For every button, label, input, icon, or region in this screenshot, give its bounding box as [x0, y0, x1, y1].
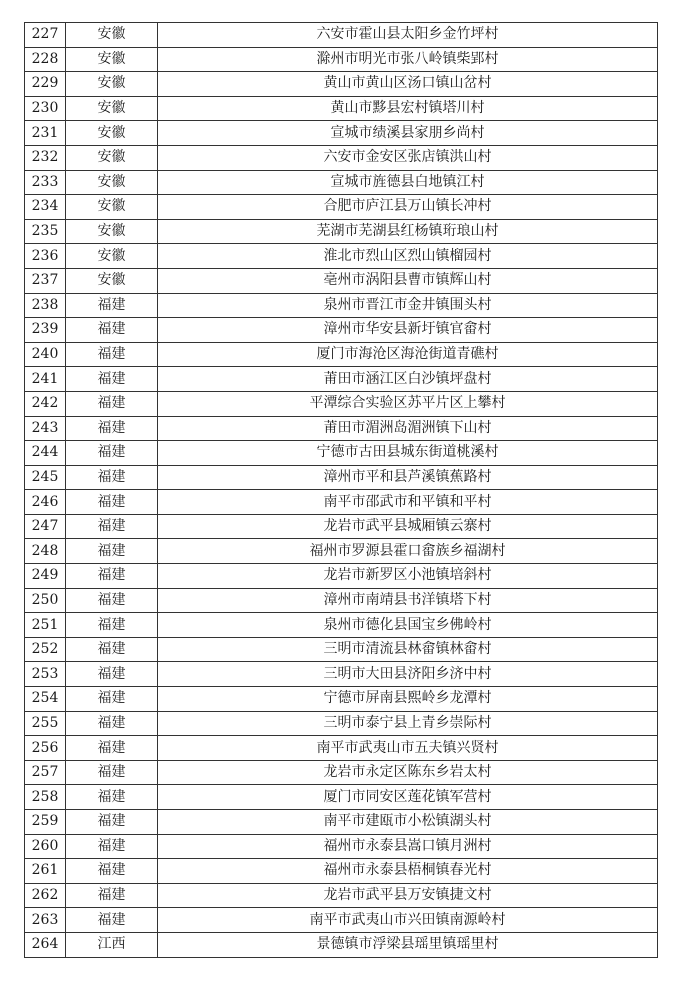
province-cell: 福建 [66, 564, 158, 589]
row-number-cell: 253 [25, 662, 66, 687]
province-cell: 福建 [66, 416, 158, 441]
row-number-cell: 249 [25, 564, 66, 589]
table-row [25, 908, 658, 933]
province-cell: 福建 [66, 637, 158, 662]
table-row [25, 736, 658, 761]
province-cell: 福建 [66, 810, 158, 835]
province-cell: 福建 [66, 490, 158, 515]
province-cell: 安徽 [66, 72, 158, 97]
village-name-cell: 泉州市晋江市金井镇围头村 [158, 293, 658, 318]
village-name-cell: 黄山市黟县宏村镇塔川村 [158, 96, 658, 121]
row-number-cell: 239 [25, 318, 66, 343]
row-number-cell: 246 [25, 490, 66, 515]
village-name-cell: 南平市邵武市和平镇和平村 [158, 490, 658, 515]
village-name-cell: 龙岩市武平县城厢镇云寨村 [158, 514, 658, 539]
table-row [25, 170, 658, 195]
village-name-cell: 黄山市黄山区汤口镇山岔村 [158, 72, 658, 97]
village-name-cell: 莆田市湄洲岛湄洲镇下山村 [158, 416, 658, 441]
table-row [25, 47, 658, 72]
village-name-cell: 厦门市同安区莲花镇军营村 [158, 785, 658, 810]
village-name-cell: 合肥市庐江县万山镇长冲村 [158, 195, 658, 220]
village-name-cell: 龙岩市新罗区小池镇培斜村 [158, 564, 658, 589]
table-row [25, 23, 658, 48]
row-number-cell: 233 [25, 170, 66, 195]
table-row [25, 416, 658, 441]
table-row [25, 564, 658, 589]
village-name-cell: 淮北市烈山区烈山镇榴园村 [158, 244, 658, 269]
village-name-cell: 南平市建瓯市小松镇湖头村 [158, 810, 658, 835]
row-number-cell: 263 [25, 908, 66, 933]
table-row [25, 883, 658, 908]
province-cell: 安徽 [66, 195, 158, 220]
row-number-cell: 245 [25, 465, 66, 490]
table-row [25, 342, 658, 367]
province-cell: 安徽 [66, 145, 158, 170]
village-name-cell: 六安市霍山县太阳乡金竹坪村 [158, 23, 658, 48]
province-cell: 安徽 [66, 96, 158, 121]
table-row [25, 514, 658, 539]
table-row [25, 613, 658, 638]
province-cell: 福建 [66, 441, 158, 466]
row-number-cell: 236 [25, 244, 66, 269]
row-number-cell: 231 [25, 121, 66, 146]
village-name-cell: 亳州市涡阳县曹市镇辉山村 [158, 268, 658, 293]
province-cell: 江西 [66, 932, 158, 957]
province-cell: 福建 [66, 908, 158, 933]
village-name-cell: 龙岩市武平县万安镇捷文村 [158, 883, 658, 908]
province-cell: 福建 [66, 293, 158, 318]
table-row [25, 760, 658, 785]
village-name-cell: 泉州市德化县国宝乡佛岭村 [158, 613, 658, 638]
village-name-cell: 三明市泰宁县上青乡崇际村 [158, 711, 658, 736]
village-name-cell: 景德镇市浮梁县瑶里镇瑶里村 [158, 932, 658, 957]
province-cell: 福建 [66, 859, 158, 884]
row-number-cell: 229 [25, 72, 66, 97]
village-name-cell: 漳州市平和县芦溪镇蕉路村 [158, 465, 658, 490]
province-cell: 福建 [66, 662, 158, 687]
row-number-cell: 230 [25, 96, 66, 121]
table-row [25, 687, 658, 712]
row-number-cell: 240 [25, 342, 66, 367]
village-name-cell: 滁州市明光市张八岭镇柴郢村 [158, 47, 658, 72]
village-name-cell: 福州市永泰县嵩口镇月洲村 [158, 834, 658, 859]
village-name-cell: 宁德市屏南县熙岭乡龙潭村 [158, 687, 658, 712]
table-row [25, 539, 658, 564]
table-row [25, 810, 658, 835]
table-row [25, 465, 658, 490]
province-cell: 安徽 [66, 23, 158, 48]
village-name-cell: 三明市清流县林畲镇林畲村 [158, 637, 658, 662]
row-number-cell: 250 [25, 588, 66, 613]
village-name-cell: 福州市永泰县梧桐镇春光村 [158, 859, 658, 884]
village-name-cell: 南平市武夷山市兴田镇南源岭村 [158, 908, 658, 933]
village-name-cell: 六安市金安区张店镇洪山村 [158, 145, 658, 170]
table-row [25, 637, 658, 662]
row-number-cell: 256 [25, 736, 66, 761]
row-number-cell: 261 [25, 859, 66, 884]
province-cell: 福建 [66, 465, 158, 490]
row-number-cell: 234 [25, 195, 66, 220]
province-cell: 福建 [66, 514, 158, 539]
table-row [25, 834, 658, 859]
table-row [25, 145, 658, 170]
row-number-cell: 259 [25, 810, 66, 835]
village-list-table [24, 22, 658, 958]
province-cell: 福建 [66, 367, 158, 392]
row-number-cell: 241 [25, 367, 66, 392]
row-number-cell: 248 [25, 539, 66, 564]
village-name-cell: 龙岩市永定区陈东乡岩太村 [158, 760, 658, 785]
row-number-cell: 244 [25, 441, 66, 466]
row-number-cell: 232 [25, 145, 66, 170]
province-cell: 安徽 [66, 47, 158, 72]
table-row [25, 195, 658, 220]
table-row [25, 391, 658, 416]
province-cell: 福建 [66, 834, 158, 859]
table-row [25, 662, 658, 687]
table-row [25, 588, 658, 613]
table-row [25, 318, 658, 343]
row-number-cell: 228 [25, 47, 66, 72]
village-name-cell: 平潭综合实验区苏平片区上攀村 [158, 391, 658, 416]
row-number-cell: 255 [25, 711, 66, 736]
row-number-cell: 252 [25, 637, 66, 662]
table-row [25, 859, 658, 884]
province-cell: 福建 [66, 760, 158, 785]
province-cell: 福建 [66, 539, 158, 564]
province-cell: 安徽 [66, 244, 158, 269]
row-number-cell: 257 [25, 760, 66, 785]
table-row [25, 367, 658, 392]
province-cell: 福建 [66, 342, 158, 367]
village-name-cell: 漳州市华安县新圩镇官畲村 [158, 318, 658, 343]
table-row [25, 72, 658, 97]
province-cell: 福建 [66, 883, 158, 908]
village-name-cell: 芜湖市芜湖县红杨镇珩琅山村 [158, 219, 658, 244]
village-name-cell: 宣城市旌德县白地镇江村 [158, 170, 658, 195]
row-number-cell: 242 [25, 391, 66, 416]
province-cell: 福建 [66, 318, 158, 343]
province-cell: 福建 [66, 588, 158, 613]
village-name-cell: 南平市武夷山市五夫镇兴贤村 [158, 736, 658, 761]
table-row [25, 932, 658, 957]
row-number-cell: 237 [25, 268, 66, 293]
row-number-cell: 254 [25, 687, 66, 712]
table-row [25, 785, 658, 810]
province-cell: 福建 [66, 785, 158, 810]
row-number-cell: 260 [25, 834, 66, 859]
table-row [25, 711, 658, 736]
row-number-cell: 262 [25, 883, 66, 908]
table-row [25, 441, 658, 466]
row-number-cell: 258 [25, 785, 66, 810]
village-name-cell: 莆田市涵江区白沙镇坪盘村 [158, 367, 658, 392]
row-number-cell: 251 [25, 613, 66, 638]
village-name-cell: 厦门市海沧区海沧街道青礁村 [158, 342, 658, 367]
table-row [25, 244, 658, 269]
row-number-cell: 243 [25, 416, 66, 441]
village-name-cell: 宁德市古田县城东街道桃溪村 [158, 441, 658, 466]
table-row [25, 268, 658, 293]
province-cell: 福建 [66, 711, 158, 736]
province-cell: 福建 [66, 613, 158, 638]
province-cell: 安徽 [66, 170, 158, 195]
table-row [25, 121, 658, 146]
table-row [25, 490, 658, 515]
province-cell: 安徽 [66, 268, 158, 293]
table-row [25, 219, 658, 244]
table-body [25, 23, 658, 958]
row-number-cell: 247 [25, 514, 66, 539]
village-name-cell: 宣城市绩溪县家朋乡尚村 [158, 121, 658, 146]
province-cell: 安徽 [66, 121, 158, 146]
row-number-cell: 235 [25, 219, 66, 244]
table-row [25, 96, 658, 121]
table-row [25, 293, 658, 318]
row-number-cell: 264 [25, 932, 66, 957]
village-name-cell: 漳州市南靖县书洋镇塔下村 [158, 588, 658, 613]
province-cell: 福建 [66, 736, 158, 761]
province-cell: 安徽 [66, 219, 158, 244]
village-name-cell: 福州市罗源县霍口畲族乡福湖村 [158, 539, 658, 564]
row-number-cell: 238 [25, 293, 66, 318]
village-name-cell: 三明市大田县济阳乡济中村 [158, 662, 658, 687]
province-cell: 福建 [66, 391, 158, 416]
row-number-cell: 227 [25, 23, 66, 48]
village-list-table-wrapper [24, 22, 658, 958]
province-cell: 福建 [66, 687, 158, 712]
